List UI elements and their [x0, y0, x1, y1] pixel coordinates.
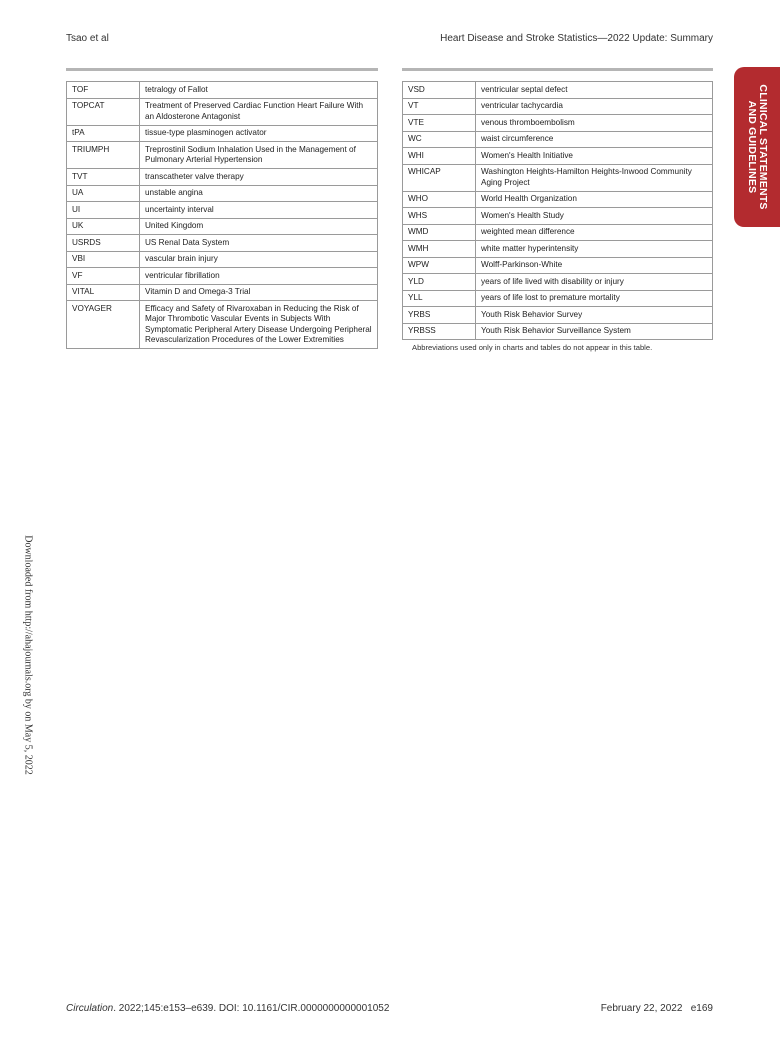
- table-row: [67, 169, 378, 186]
- section-tab-label: [746, 84, 768, 209]
- table-footnote: Abbreviations used only in charts and tables do not appear in this table.: [412, 343, 653, 352]
- footer-citation: [66, 1003, 389, 1014]
- table-row: [403, 274, 713, 291]
- abbreviation-cell: WMD: [403, 224, 476, 241]
- table-row: [403, 148, 713, 165]
- abbreviation-cell: TOPCAT: [67, 98, 140, 125]
- definition-cell: venous thromboembolism: [476, 115, 713, 132]
- table-row: [403, 115, 713, 132]
- definition-cell: weighted mean difference: [476, 224, 713, 241]
- footer-journal-name: Circulation: [66, 1003, 114, 1014]
- section-tab: [734, 67, 780, 227]
- definition-cell: tetralogy of Fallot: [140, 82, 378, 99]
- table-row: [403, 224, 713, 241]
- definition-cell: Efficacy and Safety of Rivaroxaban in Reducing the Risk of Major Thrombotic Vascular Events in Subjects With Symptomatic Peripheral Artery Disease Undergoing Peripheral Revascularization Procedures of the Lower Extremities: [140, 301, 378, 349]
- abbreviation-cell: VOYAGER: [67, 301, 140, 349]
- abbreviation-cell: TRIUMPH: [67, 142, 140, 169]
- table-row: [67, 251, 378, 268]
- table-row: [67, 268, 378, 285]
- table-row: [403, 208, 713, 225]
- abbreviation-cell: UA: [67, 185, 140, 202]
- section-tab-line-2: AND GUIDELINES: [746, 100, 758, 194]
- definition-cell: Washington Heights-Hamilton Heights-Inwood Community Aging Project: [476, 164, 713, 191]
- abbreviation-cell: VF: [67, 268, 140, 285]
- table-row: [67, 142, 378, 169]
- definition-cell: Treprostinil Sodium Inhalation Used in the Management of Pulmonary Arterial Hypertension: [140, 142, 378, 169]
- definition-cell: unstable angina: [140, 185, 378, 202]
- table-row: [403, 191, 713, 208]
- table-row: [403, 257, 713, 274]
- abbreviation-cell: VTE: [403, 115, 476, 132]
- abbreviation-cell: VT: [403, 98, 476, 115]
- definition-cell: Treatment of Preserved Cardiac Function Heart Failure With an Aldosterone Antagonist: [140, 98, 378, 125]
- table-row: [403, 98, 713, 115]
- footer-date-page: February 22, 2022 e169: [600, 1003, 713, 1014]
- abbreviation-cell: TVT: [67, 169, 140, 186]
- table-row: [403, 131, 713, 148]
- definition-cell: vascular brain injury: [140, 251, 378, 268]
- abbreviation-cell: VBI: [67, 251, 140, 268]
- definition-cell: waist circumference: [476, 131, 713, 148]
- running-header-authors: Tsao et al: [66, 33, 109, 44]
- download-notice: Downloaded from http://ahajournals.org by on May 5, 2022: [22, 535, 34, 775]
- table-top-rule-right: [402, 68, 713, 71]
- abbreviation-cell: YLL: [403, 290, 476, 307]
- abbreviation-cell: WPW: [403, 257, 476, 274]
- running-header-title: Heart Disease and Stroke Statistics—2022 Update: Summary: [440, 33, 713, 44]
- definition-cell: United Kingdom: [140, 218, 378, 235]
- abbreviation-table-right: [402, 81, 713, 340]
- table-row: [67, 185, 378, 202]
- table-row: [67, 235, 378, 252]
- abbreviation-cell: VITAL: [67, 284, 140, 301]
- footer-citation-detail: . 2022;145:e153–e639. DOI: 10.1161/CIR.0000000000001052: [113, 1003, 390, 1014]
- abbreviation-cell: WHO: [403, 191, 476, 208]
- definition-cell: white matter hyperintensity: [476, 241, 713, 258]
- abbreviation-cell: USRDS: [67, 235, 140, 252]
- table-row: [403, 290, 713, 307]
- table-row: [67, 125, 378, 142]
- definition-cell: Women's Health Study: [476, 208, 713, 225]
- definition-cell: Vitamin D and Omega-3 Trial: [140, 284, 378, 301]
- abbreviation-cell: VSD: [403, 82, 476, 99]
- abbreviation-cell: WHS: [403, 208, 476, 225]
- definition-cell: US Renal Data System: [140, 235, 378, 252]
- section-tab-line-1: CLINICAL STATEMENTS: [757, 84, 769, 210]
- definition-cell: ventricular tachycardia: [476, 98, 713, 115]
- abbreviation-cell: WHI: [403, 148, 476, 165]
- abbreviation-cell: TOF: [67, 82, 140, 99]
- table-row: [403, 307, 713, 324]
- table-row: [67, 218, 378, 235]
- definition-cell: tissue-type plasminogen activator: [140, 125, 378, 142]
- definition-cell: Youth Risk Behavior Surveillance System: [476, 323, 713, 340]
- table-row: [67, 98, 378, 125]
- abbreviation-cell: YRBS: [403, 307, 476, 324]
- abbreviation-cell: tPA: [67, 125, 140, 142]
- definition-cell: uncertainty interval: [140, 202, 378, 219]
- definition-cell: years of life lived with disability or injury: [476, 274, 713, 291]
- table-row: [67, 301, 378, 349]
- definition-cell: Wolff-Parkinson-White: [476, 257, 713, 274]
- table-row: [403, 241, 713, 258]
- definition-cell: World Health Organization: [476, 191, 713, 208]
- abbreviation-cell: UK: [67, 218, 140, 235]
- abbreviation-cell: YLD: [403, 274, 476, 291]
- definition-cell: ventricular fibrillation: [140, 268, 378, 285]
- definition-cell: Youth Risk Behavior Survey: [476, 307, 713, 324]
- abbreviation-table-left: [66, 81, 378, 349]
- table-row: [67, 82, 378, 99]
- abbreviation-cell: YRBSS: [403, 323, 476, 340]
- table-top-rule-left: [66, 68, 378, 71]
- abbreviation-cell: WMH: [403, 241, 476, 258]
- definition-cell: ventricular septal defect: [476, 82, 713, 99]
- definition-cell: years of life lost to premature mortality: [476, 290, 713, 307]
- abbreviation-cell: WHICAP: [403, 164, 476, 191]
- definition-cell: transcatheter valve therapy: [140, 169, 378, 186]
- table-row: [403, 82, 713, 99]
- table-row: [403, 164, 713, 191]
- table-row: [67, 284, 378, 301]
- table-row: [403, 323, 713, 340]
- table-row: [67, 202, 378, 219]
- definition-cell: Women's Health Initiative: [476, 148, 713, 165]
- abbreviation-cell: UI: [67, 202, 140, 219]
- abbreviation-cell: WC: [403, 131, 476, 148]
